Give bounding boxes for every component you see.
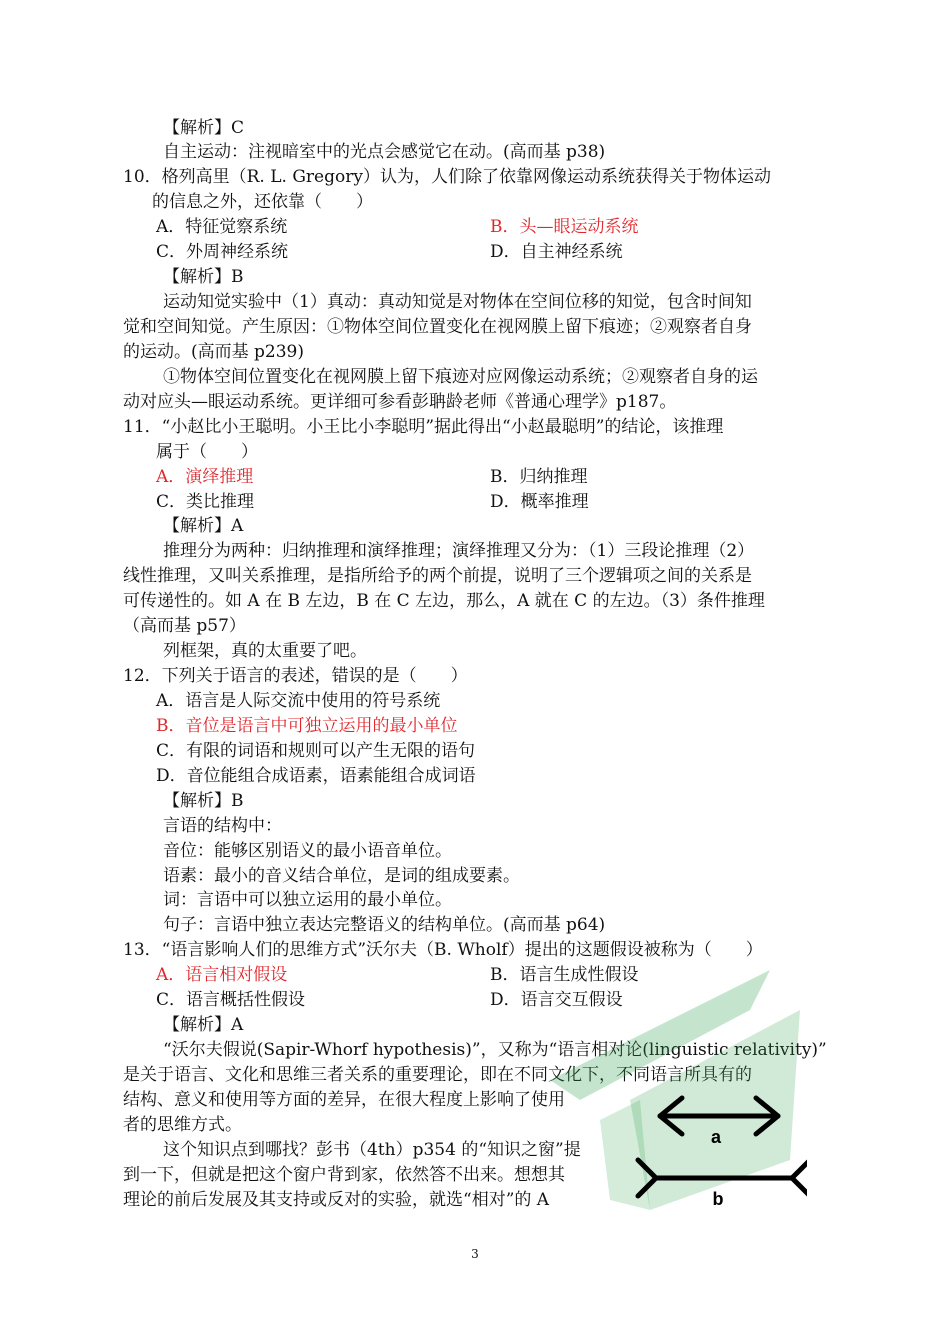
option-b: B．语言生成性假设: [490, 965, 639, 985]
page-number: 3: [471, 1247, 479, 1261]
question-stem: 属于（ ）: [156, 442, 258, 462]
analysis-text: 动对应头—眼运动系统。更详细可参看彭聃龄老师《普通心理学》p187。: [123, 392, 677, 412]
analysis-text: 推理分为两种：归纳推理和演绎推理；演绎推理又分为：（1）三段论推理（2）: [163, 541, 755, 561]
analysis-text: 列框架，真的太重要了吧。: [163, 641, 367, 661]
analysis-text: （高而基 p57）: [123, 616, 246, 636]
analysis-text: 句子：言语中独立表达完整语义的结构单位。(高而基 p64): [163, 915, 606, 935]
option-b: B．归纳推理: [490, 467, 588, 487]
analysis-text: 者的思维方式。: [123, 1115, 242, 1135]
muller-lyer-figure: [612, 1088, 807, 1218]
option-a-answer: A．演绎推理: [156, 467, 254, 487]
analysis-text: 这个知识点到哪找？彭书（4th）p354 的“知识之窗”提: [163, 1140, 581, 1160]
analysis-text: 结构、意义和使用等方面的差异，在很大程度上影响了使用: [123, 1090, 565, 1110]
analysis-text: 的运动。(高而基 p239): [123, 342, 304, 362]
question-stem: 11．“小赵比小王聪明。小王比小李聪明”据此得出“小赵最聪明”的结论，该推理: [123, 417, 724, 437]
option-d: D．概率推理: [490, 492, 589, 512]
analysis-text: 语素：最小的音义结合单位，是词的组成要素。: [163, 866, 520, 886]
option-b-answer: B．音位是语言中可独立运用的最小单位: [156, 716, 458, 736]
question-stem: 13．“语言影响人们的思维方式”沃尔夫（B. Wholf）提出的这题假设被称为（ ）: [123, 940, 763, 960]
question-stem: 的信息之外，还依靠（ ）: [152, 192, 373, 212]
analysis-label: 【解析】B: [163, 267, 244, 287]
option-c: C．有限的词语和规则可以产生无限的语句: [156, 741, 476, 761]
analysis-text: 运动知觉实验中（1）真动：真动知觉是对物体在空间位移的知觉，包含时间知: [163, 292, 752, 312]
analysis-text: ①物体空间位置变化在视网膜上留下痕迹对应网像运动系统；②观察者自身的运: [163, 367, 758, 387]
option-a: A．特征觉察系统: [156, 217, 288, 237]
analysis-label: 【解析】A: [163, 1015, 244, 1035]
question-stem: 10．格列高里（R. L. Gregory）认为，人们除了依靠网像运动系统获得关于物体运动: [123, 167, 771, 187]
analysis-label: 【解析】C: [163, 118, 245, 138]
option-b-answer: B．头—眼运动系统: [490, 217, 639, 237]
analysis-text: 到一下，但就是把这个窗户背到家，依然答不出来。想想其: [123, 1165, 565, 1185]
analysis-text: 理论的前后发展及其支持或反对的实验，就选“相对”的 A: [123, 1190, 550, 1210]
option-d: D．语言交互假设: [490, 990, 623, 1010]
option-a: A．语言是人际交流中使用的符号系统: [156, 691, 441, 711]
analysis-text: 是关于语言、文化和思维三者关系的重要理论，即在不同文化下，不同语言所具有的: [123, 1065, 752, 1085]
figure-label-a: a: [710, 1127, 722, 1147]
analysis-text: 言语的结构中：: [163, 816, 282, 836]
option-c: C．类比推理: [156, 492, 255, 512]
analysis-text: “沃尔夫假说(Sapir-Whorf hypothesis)”，又称为“语言相对论(linguistic relativity)”: [163, 1040, 827, 1060]
analysis-label: 【解析】A: [163, 516, 244, 536]
option-c: C．外周神经系统: [156, 242, 289, 262]
analysis-text: 音位：能够区别语义的最小语音单位。: [163, 841, 452, 861]
analysis-text: 可传递性的。如 A 在 B 左边，B 在 C 左边，那么，A 就在 C 的左边。（3）条件推理: [123, 591, 765, 611]
question-stem: 12．下列关于语言的表述，错误的是（ ）: [123, 666, 468, 686]
analysis-label: 【解析】B: [163, 791, 244, 811]
analysis-text: 线性推理，又叫关系推理，是指所给予的两个前提，说明了三个逻辑项之间的关系是: [123, 566, 752, 586]
figure-label-b: b: [712, 1189, 724, 1209]
option-a-answer: A．语言相对假设: [156, 965, 288, 985]
analysis-text: 词：言语中可以独立运用的最小单位。: [163, 890, 452, 910]
analysis-text: 觉和空间知觉。产生原因：①物体空间位置变化在视网膜上留下痕迹；②观察者自身: [123, 317, 752, 337]
option-c: C．语言概括性假设: [156, 990, 306, 1010]
analysis-text: 自主运动：注视暗室中的光点会感觉它在动。(高而基 p38): [163, 142, 606, 162]
option-d: D．自主神经系统: [490, 242, 623, 262]
option-d: D．音位能组合成语素，语素能组合成词语: [156, 766, 476, 786]
